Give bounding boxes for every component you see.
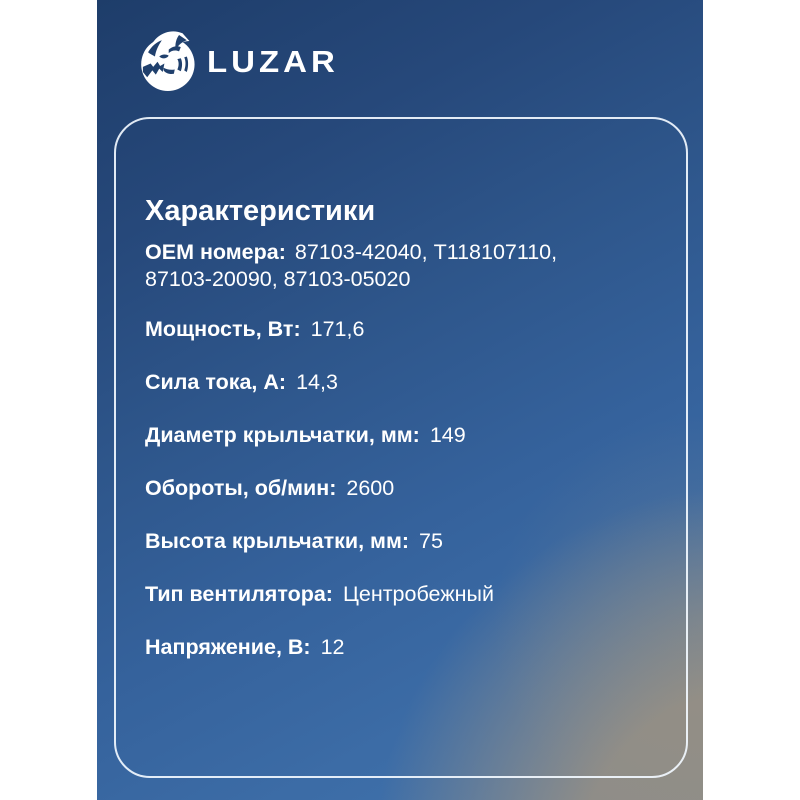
oem-label: OEM номера: (145, 240, 286, 264)
spec-value: 75 (419, 529, 443, 553)
spec-row-current (145, 370, 658, 394)
spec-row-voltage (145, 635, 658, 659)
card-title: Характеристики (145, 195, 376, 227)
spec-label: Напряжение, В: (145, 635, 311, 659)
spec-label: Тип вентилятора: (145, 582, 333, 606)
spec-label: Обороты, об/мин: (145, 476, 337, 500)
specs-card (114, 117, 688, 778)
oem-value: 87103-42040, T118107110, 87103-20090, 87103-05020 (145, 240, 558, 291)
spec-value: Центробежный (342, 582, 494, 606)
spec-row-rpm (145, 476, 658, 500)
oem-numbers-row (145, 239, 597, 293)
spec-label: Мощность, Вт: (145, 317, 301, 341)
background-photo (97, 0, 703, 800)
brand-wordmark: LUZAR (207, 44, 339, 79)
spec-value: 171,6 (310, 317, 365, 341)
spec-label: Сила тока, А: (145, 370, 287, 394)
spec-value: 149 (429, 423, 466, 447)
spec-row-impeller-diameter (145, 423, 658, 447)
spec-row-impeller-height (145, 529, 658, 553)
spec-value: 12 (320, 635, 345, 659)
spec-label: Диаметр крыльчатки, мм: (145, 423, 420, 447)
spec-value: 14,3 (296, 370, 338, 394)
spec-value: 2600 (346, 476, 395, 500)
specs-list (145, 317, 658, 659)
luzar-cat-icon (136, 24, 198, 96)
brand-logo (136, 24, 339, 96)
spec-row-fan-type (145, 582, 658, 606)
spec-row-power (145, 317, 658, 341)
spec-label: Высота крыльчатки, мм: (145, 529, 410, 553)
